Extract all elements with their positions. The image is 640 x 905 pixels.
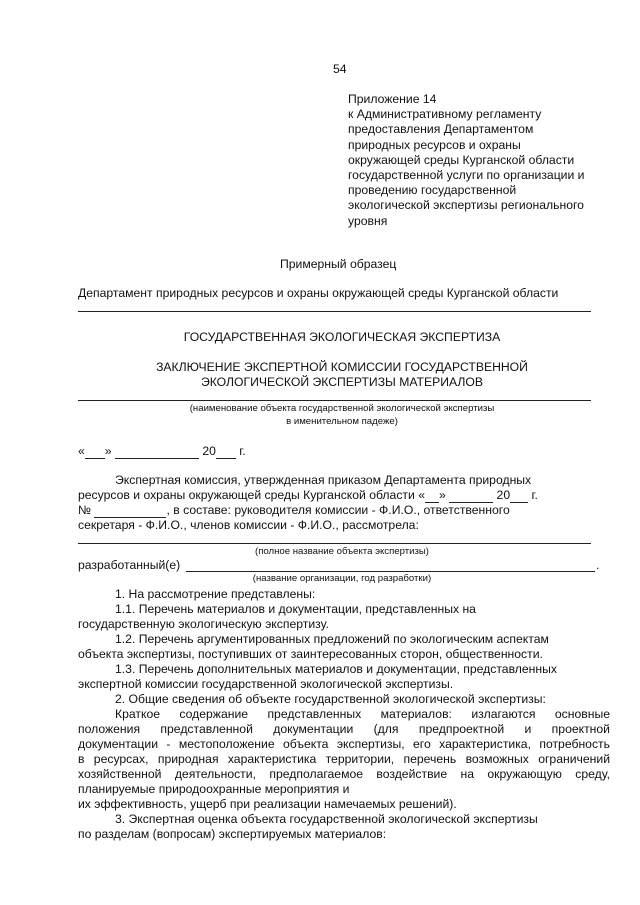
appendix-line: окружающей среды Курганской области	[348, 152, 575, 167]
page-number: 54	[333, 62, 347, 76]
commission-line2	[78, 488, 538, 503]
section-2-paragraph-line: планируемые природоохранные мероприятия и	[78, 782, 350, 796]
section-1: 1. На рассмотрение представлены:	[115, 587, 316, 601]
object-name-line	[78, 400, 591, 401]
commission-line3-text: , в составе: руководителя комиссии - Ф.И.О., ответственного	[166, 503, 510, 517]
section-3-b: по разделам (вопросам) экспертируемых материалов:	[78, 827, 387, 841]
full-name-hint: (полное название объекта экспертизы)	[255, 546, 429, 557]
commission-line4: секретаря - Ф.И.О., членов комиссии - Ф.И.О., рассмотрела:	[78, 518, 419, 532]
day-blank	[85, 444, 105, 459]
month-blank	[115, 444, 199, 459]
developed-line	[186, 571, 595, 572]
year-suffix: г.	[239, 444, 246, 458]
section-1-1-b: государственную экологическую экспертизу.	[78, 617, 329, 631]
section-2-paragraph-line: Краткое содержание представленных материалов: излагаются основные	[115, 707, 610, 721]
appendix-line: Приложение 14	[348, 92, 437, 106]
heading-conclusion-line1: ЗАКЛЮЧЕНИЕ ЭКСПЕРТНОЙ КОМИССИИ ГОСУДАРСТВЕННОЙ	[156, 360, 528, 374]
section-2-paragraph-line: положения представленной документации (для предпроектной и проектной	[78, 722, 610, 736]
section-1-2-a: 1.2. Перечень аргументированных предложений по экологическим аспектам	[115, 632, 549, 646]
object-hint-line2: в именительном падеже)	[286, 416, 398, 427]
order-number-sign: №	[78, 503, 92, 517]
order-year-prefix: 20	[496, 488, 511, 502]
department-name: Департамент природных ресурсов и охраны окружающей среды Курганской области	[78, 286, 559, 300]
object-hint-line1: (наименование объекта государственной экологической экспертизы	[189, 403, 495, 414]
appendix-line: предоставления Департаментом	[348, 122, 534, 137]
heading-conclusion-line2: ЭКОЛОГИЧЕСКОЙ ЭКСПЕРТИЗЫ МАТЕРИАЛОВ	[200, 375, 484, 389]
order-day-blank	[425, 488, 439, 503]
order-number-blank	[94, 503, 166, 518]
org-hint: (название организации, год разработки)	[252, 573, 432, 584]
appendix-line: экологической экспертизы регионального	[348, 198, 584, 213]
date-close-quote: »	[104, 444, 112, 458]
year-prefix: 20	[202, 444, 216, 458]
section-2-paragraph-line: в ресурсах, природная характеристика территории, перечень возможных ограничений	[78, 752, 610, 766]
section-1-2-b: объекта экспертизы, поступивших от заинтересованных сторон, общественности.	[78, 647, 543, 661]
commission-line2-text: ресурсов и охраны окружающей среды Курганской области «	[78, 488, 425, 502]
section-1-3-b: экспертной комиссии государственной экологической экспертизы.	[78, 677, 454, 691]
section-2-paragraph-line: их эффективность, ущерб при реализации намечаемых решений).	[78, 797, 457, 811]
appendix-block	[348, 92, 585, 229]
section-2-paragraph-line: хозяйственной деятельности, предполагаемое воздействие на окружающую среду,	[78, 767, 610, 781]
section-2: 2. Общие сведения об объекте государственной экологической экспертизы:	[115, 692, 546, 706]
divider-line	[78, 311, 591, 312]
date-line	[78, 444, 246, 459]
order-close-quote: »	[438, 488, 446, 502]
commission-line3	[78, 503, 510, 518]
full-name-line	[78, 543, 591, 544]
heading-expertise: ГОСУДАРСТВЕННАЯ ЭКОЛОГИЧЕСКАЯ ЭКСПЕРТИЗА	[183, 330, 501, 344]
year-blank	[216, 444, 236, 459]
appendix-line: государственной услуги по организации и	[348, 168, 585, 183]
order-year-suffix: г.	[531, 488, 538, 502]
appendix-line: уровня	[348, 213, 388, 228]
order-year-blank	[510, 488, 528, 503]
section-1-3-a: 1.3. Перечень дополнительных материалов и документации, представленных	[115, 662, 557, 676]
date-open-quote: «	[78, 444, 85, 458]
sample-label: Примерный образец	[280, 257, 397, 271]
developed-label: разработанный(е)	[78, 558, 181, 572]
section-3-a: 3. Экспертная оценка объекта государственной экологической экспертизы	[115, 812, 538, 826]
appendix-line: проведению государственной	[348, 183, 517, 198]
appendix-line: природных ресурсов и охраны	[348, 137, 521, 152]
commission-line1: Экспертная комиссия, утвержденная приказом Департамента природных	[115, 473, 532, 487]
section-2-paragraph-line: документации - местоположение объекта экспертизы, его характеристика, потребность	[78, 737, 610, 751]
appendix-line: к Административному регламенту	[348, 107, 542, 122]
section-1-1-a: 1.1. Перечень материалов и документации, представленных на	[115, 602, 476, 616]
order-month-blank	[449, 488, 493, 503]
developed-end: .	[596, 558, 600, 572]
